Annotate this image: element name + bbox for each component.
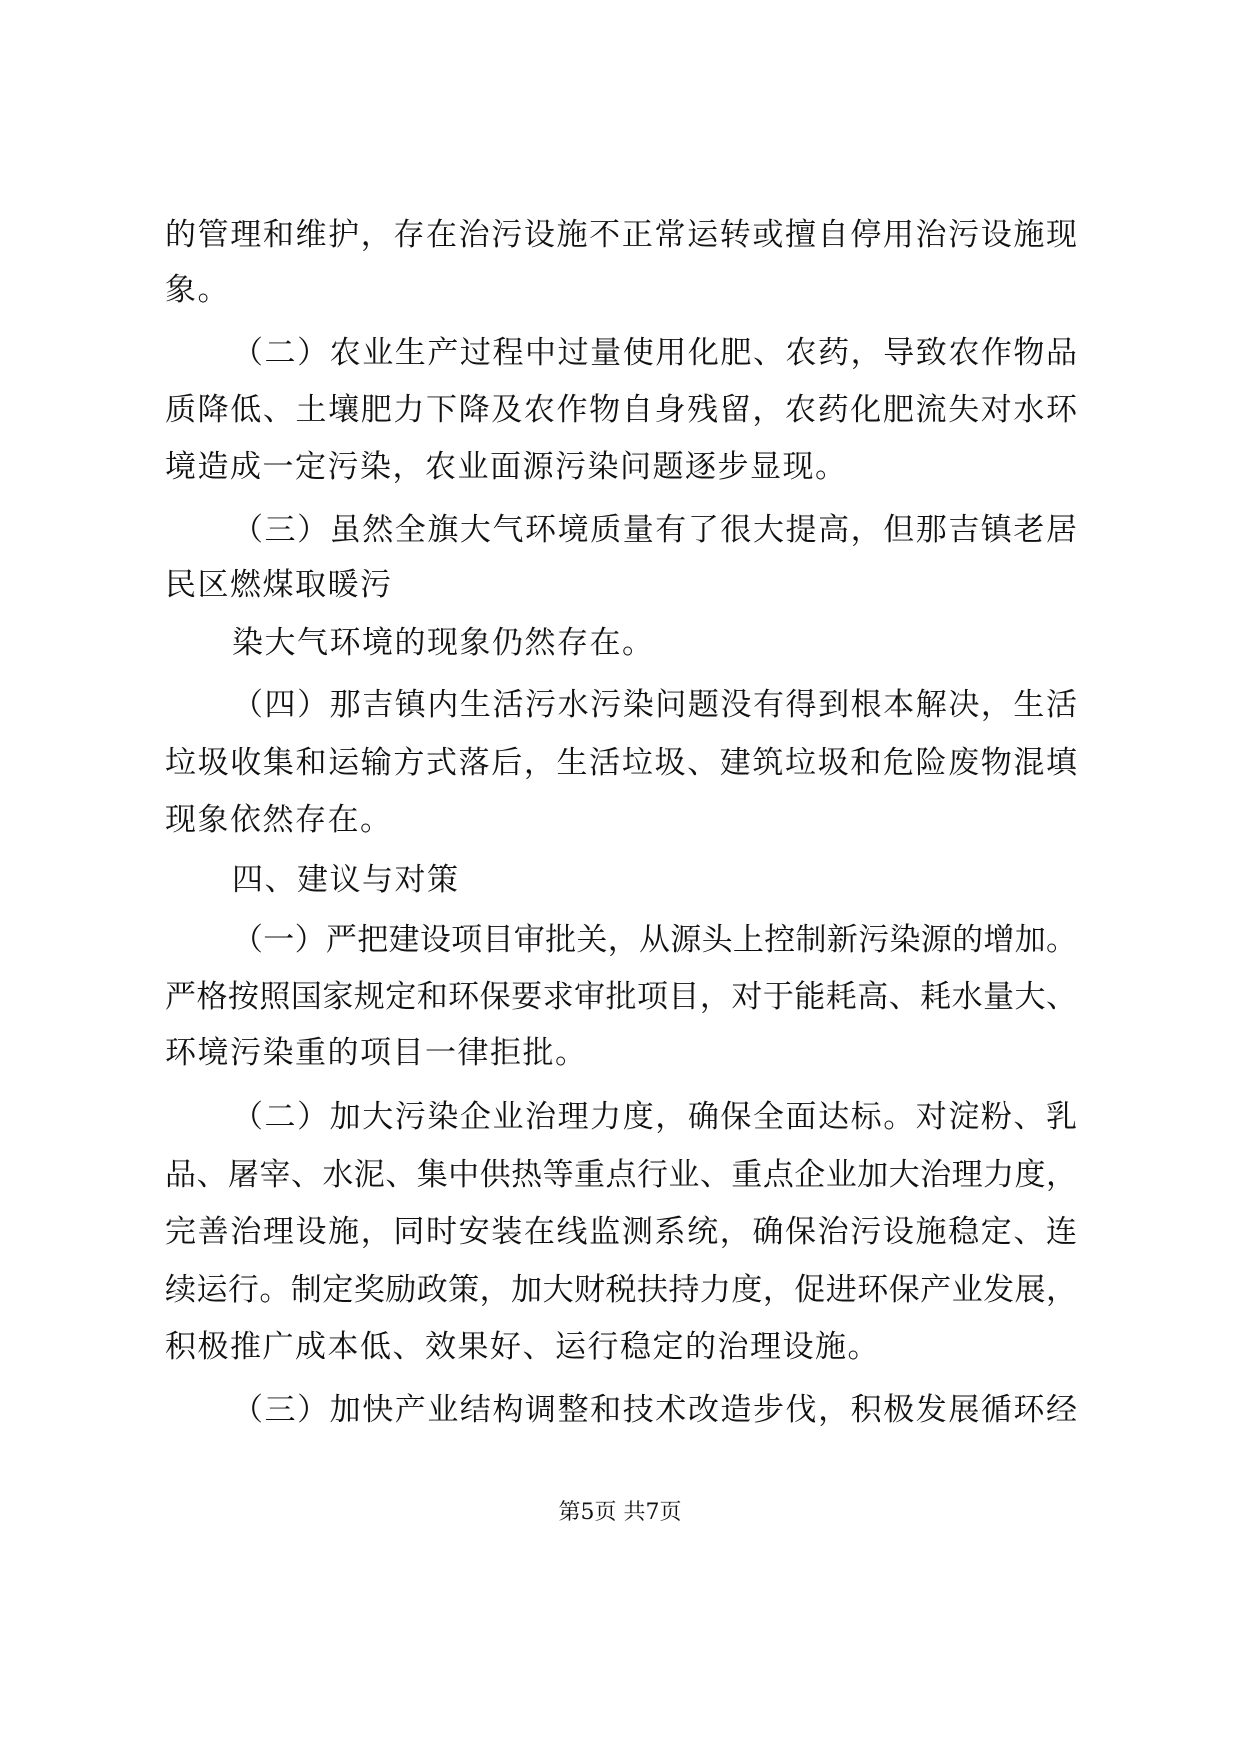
text-line: 垃圾收集和运输方式落后，生活垃圾、建筑垃圾和危险废物混填 — [165, 745, 1077, 781]
text-line: 境造成一定污染，农业面源污染问题逐步显现。 — [165, 449, 848, 485]
text-line: 现象依然存在。 — [165, 802, 393, 838]
paragraph-start-line: （二）农业生产过程中过量使用化肥、农药，导致农作物品 — [232, 335, 1077, 371]
paragraph-start-line: （三）虽然全旗大气环境质量有了很大提高，但那吉镇老居 — [232, 512, 1077, 548]
text-line: 续运行。制定奖励政策，加大财税扶持力度，促进环保产业发展， — [165, 1272, 1077, 1308]
paragraph-start-line: （四）那吉镇内生活污水污染问题没有得到根本解决，生活 — [232, 687, 1077, 723]
text-line: 象。 — [165, 272, 230, 308]
text-line: 的管理和维护，存在治污设施不正常运转或擅自停用治污设施现 — [165, 217, 1077, 253]
paragraph-start-line: （三）加快产业结构调整和技术改造步伐，积极发展循环经 — [232, 1392, 1077, 1428]
paragraph-start-line: （二）加大污染企业治理力度，确保全面达标。对淀粉、乳 — [232, 1099, 1077, 1135]
section-heading: 四、建议与对策 — [232, 862, 460, 898]
text-line: 民区燃煤取暖污 — [165, 567, 393, 603]
paragraph-start-line: （一）严把建设项目审批关，从源头上控制新污染源的增加。 — [232, 922, 1077, 958]
paragraph-start-line: 染大气环境的现象仍然存在。 — [232, 625, 655, 661]
text-line: 质降低、土壤肥力下降及农作物自身残留，农药化肥流失对水环 — [165, 392, 1077, 428]
text-line: 环境污染重的项目一律拒批。 — [165, 1035, 588, 1071]
text-line: 完善治理设施，同时安装在线监测系统，确保治污设施稳定、连 — [165, 1214, 1077, 1250]
text-line: 积极推广成本低、效果好、运行稳定的治理设施。 — [165, 1329, 880, 1365]
page-number-footer: 第5页 共7页 — [558, 1500, 682, 1525]
text-line: 严格按照国家规定和环保要求审批项目，对于能耗高、耗水量大、 — [165, 979, 1077, 1015]
text-line: 品、屠宰、水泥、集中供热等重点行业、重点企业加大治理力度， — [165, 1157, 1077, 1193]
